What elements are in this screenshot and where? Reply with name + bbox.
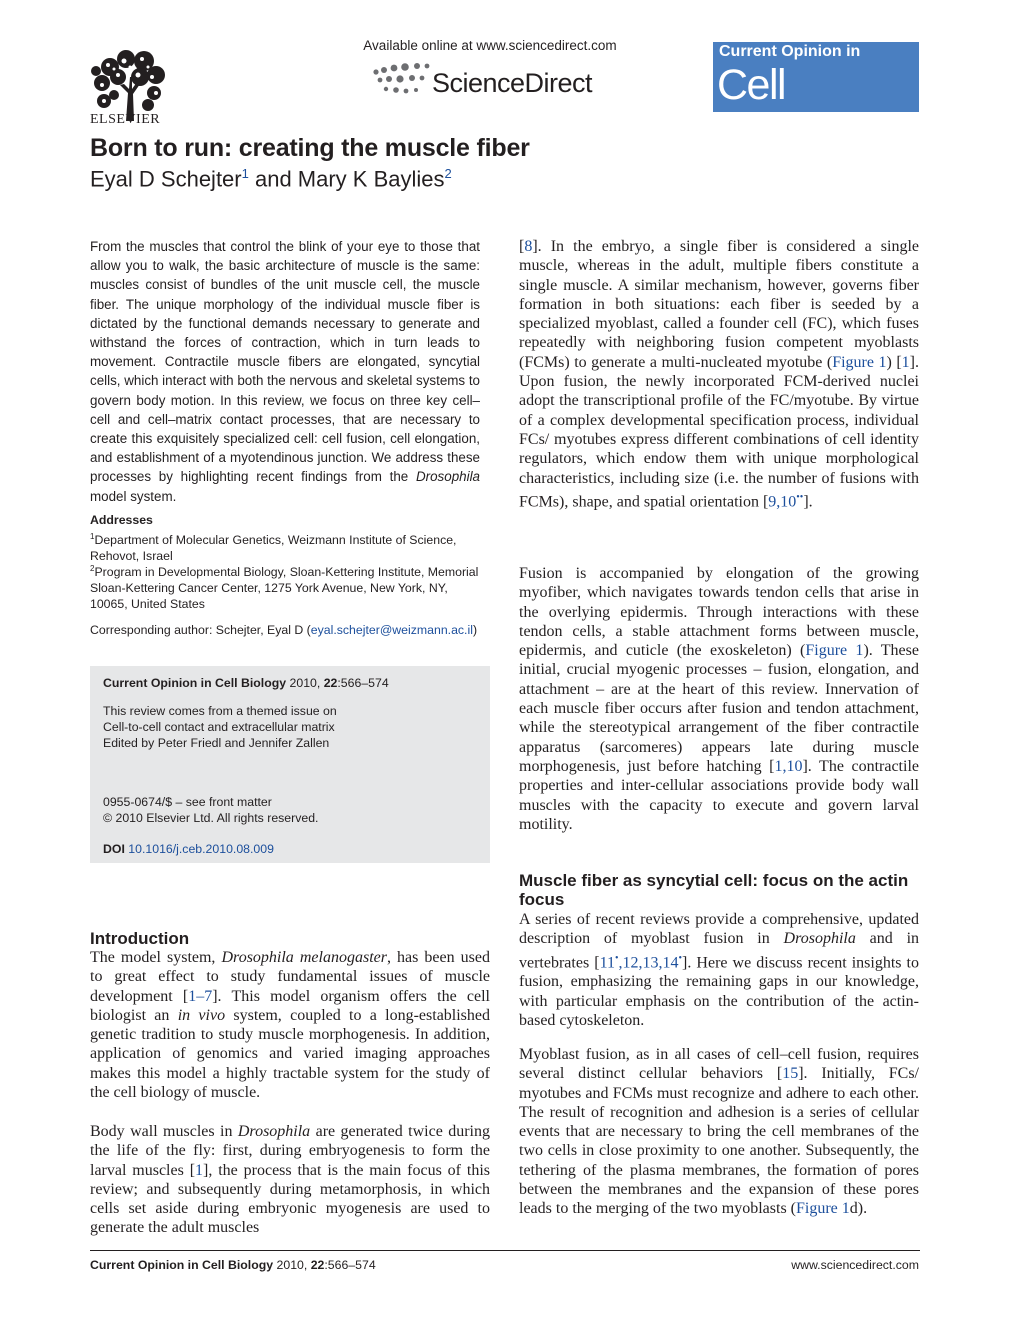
ref-link[interactable]: 15 bbox=[782, 1065, 799, 1083]
author-join: and bbox=[248, 166, 298, 192]
ref-link[interactable]: ,12,13,14 bbox=[618, 953, 679, 971]
section-heading-muscle-fiber: Muscle fiber as syncytial cell: focus on the actin focus bbox=[519, 871, 909, 909]
author-1-affiliation[interactable]: 1 bbox=[241, 166, 249, 181]
info-themed-issue: This review comes from a themed issue on Cell-to-cell contact and extracellular matrix Edited by Peter Friedl and Jennifer Zallen bbox=[103, 704, 337, 750]
authors bbox=[90, 166, 452, 192]
figure-link[interactable]: Figure 1 bbox=[832, 353, 887, 371]
doi-link[interactable]: 10.1016/j.ceb.2010.08.009 bbox=[128, 842, 274, 856]
abstract: From the muscles that control the blink of your eye to those that allow you to walk, the basic architecture of muscle is the same: muscles consist of bundles of the unit muscle cell, the muscle fiber. The unique morphology of the individual muscle fiber is dictated by the functional demands necessary to generate and withstand the forces of contraction, which in turn leads to movement. Contractile muscle fibers are elongated, syncytial cells, which interact with both the nervous and skeletal systems to govern body motion. In this review, we focus on three key cell–cell and cell–matrix contact processes, that are necessary to create this exquisitely specialized cell: cell fusion, cell elongation, and establishment of a myotendinous junction. We address these processes by highlighting recent findings from the Drosophila model system. bbox=[90, 239, 481, 504]
elsevier-wordmark: ELSEVIER bbox=[90, 112, 161, 127]
footer-website[interactable]: www.sciencedirect.com bbox=[791, 1258, 919, 1272]
ref-link[interactable]: 9,10 bbox=[768, 493, 797, 511]
author-2-affiliation[interactable]: 2 bbox=[444, 166, 452, 181]
footer-citation: Current Opinion in Cell Biology 2010, 22:566–574 bbox=[90, 1258, 376, 1272]
info-citation: Current Opinion in Cell Biology 2010, 22:566–574 bbox=[103, 676, 389, 690]
right-paragraph-4: Myoblast fusion, as in all cases of cell–cell fusion, requires several distinct cellular behaviors [15]. Initially, FCs/ myotubes and FCMs must recognize and adhere to each other. The result of recognition and adhesion is a series of cellular events that are necessary to bring the cell membranes of the two cells in close proximity to one another. Subsequently, the tethering of the plasma membranes, the formation of pores between the membranes and the expansion of these pores leads to the merging of the two myoblasts (Figure 1d). bbox=[519, 1046, 920, 1218]
footer-rule bbox=[90, 1250, 920, 1251]
ref-link[interactable]: 1–7 bbox=[188, 987, 213, 1005]
sciencedirect-wordmark[interactable]: ScienceDirect bbox=[432, 68, 593, 98]
right-paragraph-3: A series of recent reviews provide a comprehensive, updated description of myoblast fusion in Drosophila and in vertebrates [11•,12,13,14•]. Here we discuss recent insights to fusion, emphasizing the remaining gaps in our knowledge, with particular emphasis on the contribution of the actin-based cytoskeleton. bbox=[519, 911, 920, 1029]
ref-link[interactable]: 1 bbox=[901, 353, 910, 371]
ref-link[interactable]: 1 bbox=[195, 1161, 204, 1179]
sciencedirect-dots-icon bbox=[372, 60, 436, 100]
addresses-heading: Addresses bbox=[90, 513, 153, 527]
article-title: Born to run: creating the muscle fiber bbox=[90, 134, 530, 162]
ref-link[interactable]: 8 bbox=[524, 238, 533, 255]
figure-link[interactable]: Figure 1 bbox=[796, 1200, 850, 1218]
author-1: Eyal D Schejter bbox=[90, 166, 242, 192]
journal-logo-line1: Current Opinion in bbox=[719, 43, 861, 60]
address-2: $^2$Program in Developmental Biology, Sloan-Kettering Institute, Memorial Sloan-Kettering Cancer Center, 1275 York Avenue, New York, NY, 10065, United States bbox=[90, 564, 479, 612]
right-paragraph-2: Fusion is accompanied by elongation of the growing myofiber, which navigates towards tendon cells that arise in the overlying epidermis. Through interactions with these tendon cells, a stable attachment forms between muscle, epidermis, and cuticle (the exoskeleton) (Figure 1). These initial, crucial myogenic processes – fusion, elongation, and attachment – are at the heart of this review. Innervation of each muscle fiber occurs after fusion and tendon attachment, while the stereotypical arrangement of the fiber contractile apparatus (sarcomeres) appears late during muscle morphogenesis, just before hatching [1,10]. The contractile properties and inter-cellular associations provide body wall muscles with the capacity to execute and govern larval motility. bbox=[519, 565, 919, 833]
right-paragraph-1: [8]. In the embryo, a single fiber is considered a single muscle, whereas in the adult, multiple fibers constitute a single muscle. A similar mechanism, however, governs fiber formation in both situations: each fiber is seeded by a specialized myoblast, called a founder cell (FC), which fuses repeatedly with neighboring fusion competent myoblasts (FCMs) to generate a multi-nucleated myotube (Figure 1) [1]. Upon fusion, the newly incorporated FCM-derived nuclei adopt the transcriptional profile of the FC/myotube. By virtue of a complex developmental specification process, individual FCs/ myotubes express different combinations of cell identity regulators, which endow them with unique morphological characteristics, including size (i.e. the number of fusions with FCMs), shape, and spatial orientation [9,10••]. bbox=[519, 238, 919, 511]
introduction-heading: Introduction bbox=[90, 929, 190, 948]
ref-link[interactable]: 1,10 bbox=[774, 757, 803, 775]
ref-link[interactable]: 11 bbox=[599, 953, 615, 971]
figure-link[interactable]: Figure 1 bbox=[805, 642, 864, 660]
info-doi: DOI 10.1016/j.ceb.2010.08.009 bbox=[103, 842, 274, 856]
article-info-box bbox=[90, 666, 490, 863]
corresponding-author: Corresponding author: Schejter, Eyal D (eyal.schejter@weizmann.ac.il) bbox=[90, 623, 478, 637]
introduction-paragraph-2: Body wall muscles in Drosophila are generated twice during the life of the fly: first, during embryogenesis to form the larval muscles [1], the process that is the main focus of this review; and subsequently during metamorphosis, in which cells set aside during embryonic myogenesis are used to generate the adult muscles bbox=[90, 1123, 490, 1237]
corresponding-email-link[interactable]: eyal.schejter@weizmann.ac.il bbox=[310, 623, 473, 637]
journal-logo[interactable] bbox=[713, 42, 919, 159]
journal-logo-line2: Cell Biology bbox=[717, 61, 848, 159]
available-online[interactable]: Available online at www.sciencedirect.com bbox=[363, 38, 617, 53]
introduction-paragraph-1: The model system, Drosophila melanogaster, has been used to great effect to study fundamental issues of muscle development [1–7]. This model organism offers the cell biologist an in vivo system, coupled to a long-established genetic tradition to study muscle morphogenesis. In addition, application of genomics and varied imaging approaches makes this model a highly tractable system for the study of the cell biology of muscle. bbox=[90, 949, 491, 1102]
address-1: $^1$Department of Molecular Genetics, Weizmann Institute of Science, Rehovot, Israel bbox=[90, 532, 457, 564]
author-2: Mary K Baylies bbox=[297, 166, 445, 192]
info-issn: 0955-0674/$ – see front matter © 2010 Elsevier Ltd. All rights reserved. bbox=[103, 795, 319, 825]
